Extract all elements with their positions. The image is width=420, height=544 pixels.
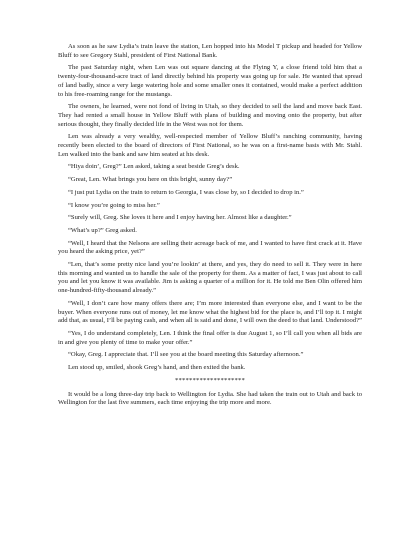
paragraph: The owners, he learned, were not fond of living in Utah, so they decided to sell the land and move back East. They had rented a small house in Yellow Bluff with plans of building and moving onto the property, but after serious thought, they finally decided life in the West was not for them. bbox=[58, 103, 362, 128]
dialogue-paragraph: “I know you’re going to miss her.” bbox=[68, 201, 160, 209]
paragraph: Len stood up, smiled, shook Greg’s hand, and then exited the bank. bbox=[68, 364, 246, 372]
paragraph: The past Saturday night, when Len was out square dancing at the Flying Y, a close friend told him that a twenty-four-thousand-acre tract of land directly behind his property was going up for sale. He wanted that spread of land badly, since a very large watering hole and some smaller ones it contained, would make a perfect addition to his free-roaming range for the mustangs. bbox=[58, 64, 362, 98]
paragraph: Len was already a very wealthy, well-respected member of Yellow Bluff’s ranching community, having recently been elected to the board of directors of First National, so he was on a first-name basis with Mr. Stahl. Len walked into the bank and saw him seated at his desk. bbox=[58, 133, 362, 158]
dialogue-paragraph: “What’s up?” Greg asked. bbox=[68, 226, 137, 234]
dialogue-paragraph: “Len, that’s some pretty nice land you’re lookin’ at there, and yes, they do need to sell it. They were in here this morning and wanted us to handle the sale of the property for them. As a matter of fact, I was just about to call you and let you know it was available. Jim is asking a quarter of a million for it. He told me Ben Olin offered him one-hundred-fifty-thousand already.” bbox=[58, 261, 362, 295]
paragraph: It would be a long three-day trip back to Wellington for Lydia. She had taken the train out to Utah and back to Wellington for the last five summers, each time enjoying the trip more and more. bbox=[58, 390, 362, 407]
dialogue-paragraph: “Well, I heard that the Nelsons are selling their acreage back of me, and I wanted to have first crack at it. Have you heard the asking price, yet?” bbox=[58, 239, 362, 256]
dialogue-paragraph: “Okay, Greg. I appreciate that. I’ll see you at the board meeting this Saturday afternoon.” bbox=[68, 351, 304, 359]
document-body bbox=[58, 43, 362, 408]
dialogue-paragraph: “Hiya doin’, Greg?” Len asked, taking a seat beside Greg’s desk. bbox=[68, 163, 240, 171]
scene-break-separator: ******************** bbox=[175, 376, 245, 384]
dialogue-paragraph: “Yes, I do understand completely, Len. I think the final offer is due August 1, so I’ll call you when all bids are in and give you plenty of time to make your offer.” bbox=[58, 329, 362, 346]
paragraph: As soon as he saw Lydia’s train leave the station, Len hopped into his Model T pickup and headed for Yellow Bluff to see Gregory Stahl, president of First National Bank. bbox=[58, 43, 362, 59]
dialogue-paragraph: “I just put Lydia on the train to return to Georgia, I was close by, so I decided to drop in.” bbox=[68, 188, 304, 196]
dialogue-paragraph: “Great, Len. What brings you here on this bright, sunny day?” bbox=[68, 176, 233, 184]
dialogue-paragraph: “Well, I don’t care how many offers there are; I’m more interested than everyone else, and I want to be the buyer. When everyone runs out of money, let me know what the highest bid for the place is, and I’ll top it. I might add that, as usual, I’ll be paying cash, and when all is said and done, I will own the deed to that land. Understood?” bbox=[58, 299, 362, 325]
dialogue-paragraph: “Surely will, Greg. She loves it here and I enjoy having her. Almost like a daughter.” bbox=[68, 214, 292, 222]
